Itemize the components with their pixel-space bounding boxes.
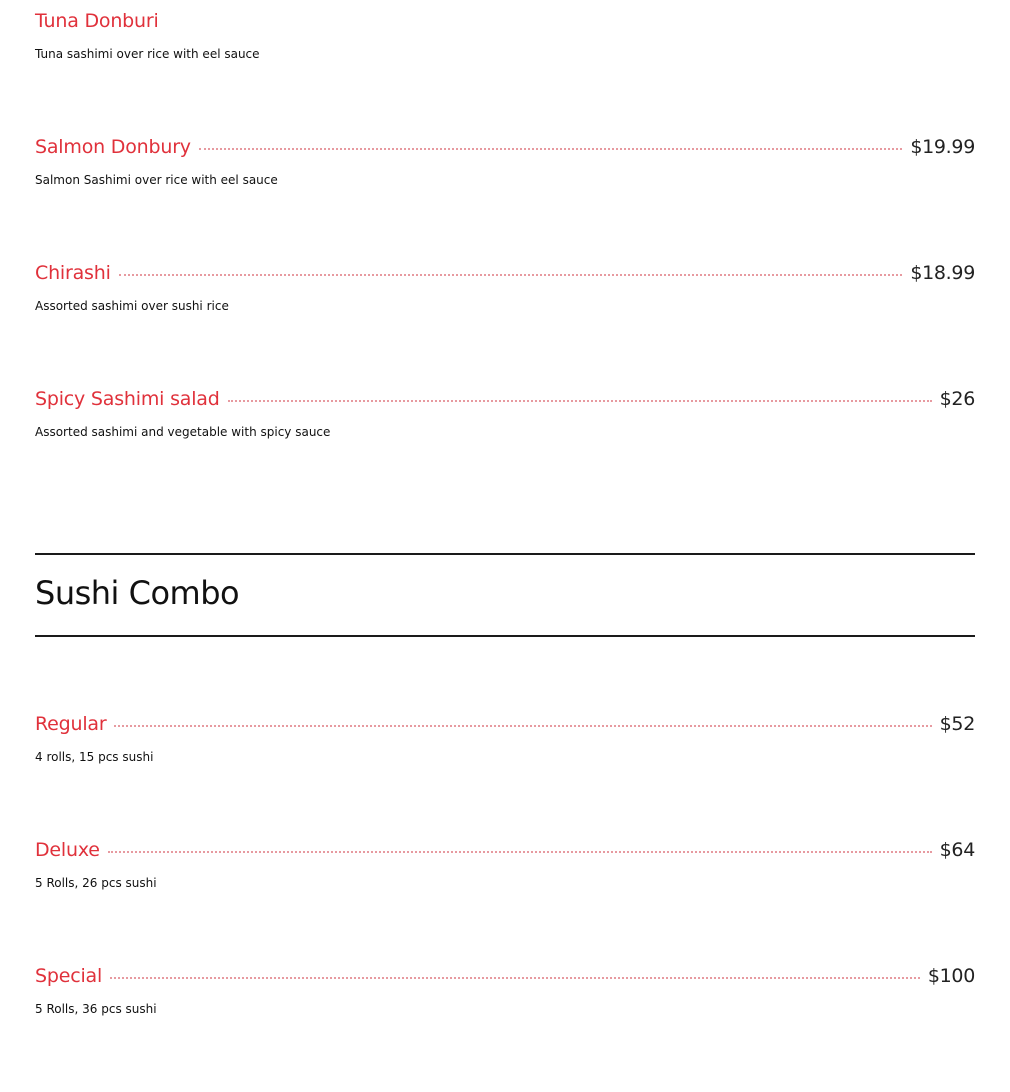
dot-leader — [199, 146, 902, 150]
menu-item-special — [35, 961, 975, 1017]
menu-item-tuna-donburi — [35, 6, 975, 62]
section-title: Sushi Combo — [35, 574, 240, 612]
menu-item-description: 5 Rolls, 36 pcs sushi — [35, 1002, 157, 1016]
menu-item-description: Assorted sashimi over sushi rice — [35, 299, 229, 313]
menu-item-description: 5 Rolls, 26 pcs sushi — [35, 876, 157, 890]
menu-item-price: $64 — [939, 839, 975, 861]
menu-item-name: Chirashi — [35, 262, 111, 284]
menu-item-row — [35, 709, 975, 739]
menu-item-row — [35, 132, 975, 162]
menu-item-salmon-donbury — [35, 132, 975, 188]
menu-item-price: $18.99 — [910, 262, 975, 284]
menu-item-description: Salmon Sashimi over rice with eel sauce — [35, 173, 278, 187]
menu-item-name: Spicy Sashimi salad — [35, 388, 220, 410]
menu-item-deluxe — [35, 835, 975, 891]
menu-item-chirashi — [35, 258, 975, 314]
dot-leader — [108, 849, 932, 853]
menu-item-row — [35, 835, 975, 865]
menu-item-name: Special — [35, 965, 103, 987]
menu-item-name: Salmon Donbury — [35, 136, 191, 158]
menu-item-row — [35, 384, 975, 414]
menu-item-regular — [35, 709, 975, 765]
menu-item-price: $100 — [927, 965, 975, 987]
menu-item-price: $52 — [939, 713, 975, 735]
menu-item-price: $19.99 — [910, 136, 975, 158]
menu-item-description: Assorted sashimi and vegetable with spicy sauce — [35, 425, 331, 439]
menu-item-name: Regular — [35, 713, 107, 735]
menu-item-description: Tuna sashimi over rice with eel sauce — [35, 47, 260, 61]
menu-item-name: Tuna Donburi — [35, 10, 159, 32]
section-header-sushi-combo — [35, 553, 975, 637]
menu-item-spicy-sashimi-salad — [35, 384, 975, 440]
menu-item-price: $26 — [939, 388, 975, 410]
menu-item-description: 4 rolls, 15 pcs sushi — [35, 750, 154, 764]
dot-leader — [114, 723, 931, 727]
menu-item-name: Deluxe — [35, 839, 100, 861]
dot-leader — [119, 272, 903, 276]
menu-item-row — [35, 6, 975, 36]
dot-leader — [110, 975, 920, 979]
menu-item-row — [35, 258, 975, 288]
menu-item-row — [35, 961, 975, 991]
dot-leader — [228, 398, 932, 402]
